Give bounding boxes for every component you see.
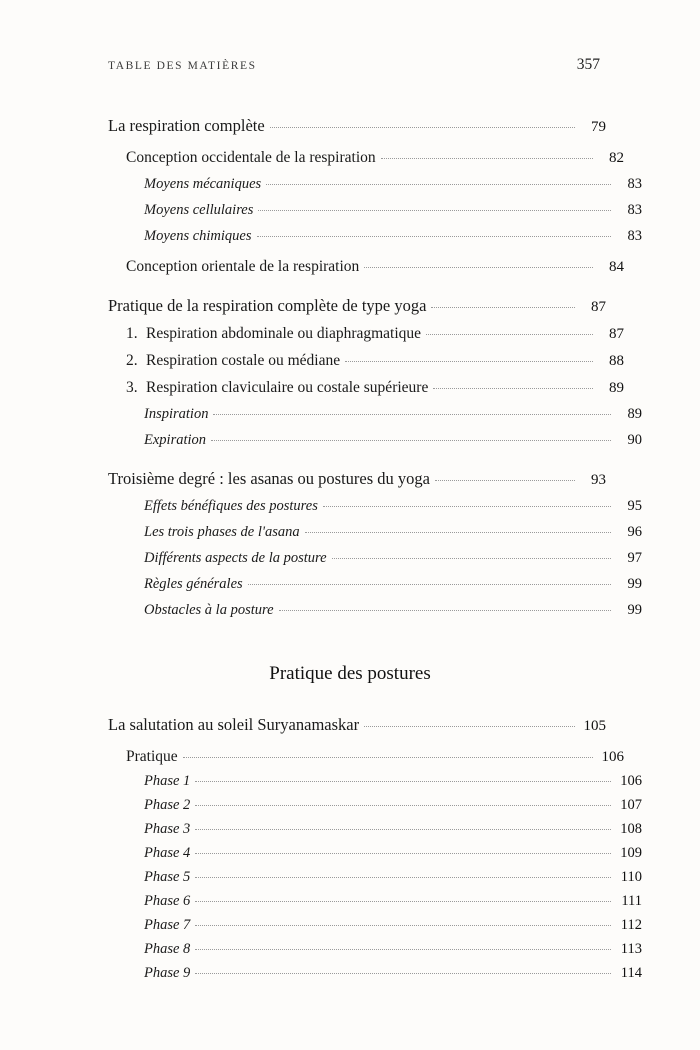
toc-entry-page: 108 xyxy=(620,821,642,837)
toc-leader-dots xyxy=(431,307,575,308)
toc-entry-page: 114 xyxy=(620,965,642,981)
toc-entry-page: 97 xyxy=(627,550,642,566)
toc-entry-page: 106 xyxy=(620,773,642,789)
toc-entry-label: Pratique de la respiration complète de type yoga xyxy=(108,296,427,315)
toc-leader-dots xyxy=(364,267,593,268)
toc-entry-label: Moyens chimiques xyxy=(144,228,252,244)
toc-entry-label: Moyens mécaniques xyxy=(144,176,262,192)
toc-leader-dots xyxy=(248,584,611,585)
toc-entry-page: 109 xyxy=(620,845,642,861)
toc-entry-label: La salutation au soleil Suryanamaskar xyxy=(108,715,360,734)
toc-entry-label: Les trois phases de l'asana xyxy=(144,524,300,540)
toc-entry-text: Respiration abdominale ou diaphragmatique xyxy=(146,325,422,342)
toc-entry-page: 106 xyxy=(601,749,624,765)
toc-leader-dots xyxy=(211,440,611,441)
toc-entry[interactable] xyxy=(108,469,606,489)
toc-entry-label: Phase 5 xyxy=(144,869,191,885)
toc-entry[interactable] xyxy=(144,893,642,910)
toc-entry-label: Pratique xyxy=(126,748,178,765)
toc-leader-dots xyxy=(305,532,611,533)
toc-entry-text: Respiration costale ou médiane xyxy=(146,352,341,369)
toc-entry-number: 3. xyxy=(126,379,138,396)
toc-entry-number: 1. xyxy=(126,325,138,342)
toc-entry[interactable] xyxy=(144,845,642,862)
toc-leader-dots xyxy=(364,726,575,727)
toc-entry[interactable] xyxy=(144,524,642,541)
toc-leader-dots xyxy=(266,184,611,185)
toc-entry[interactable] xyxy=(144,228,642,245)
toc-entry[interactable] xyxy=(144,176,642,193)
toc-entry-label: Phase 4 xyxy=(144,845,191,861)
toc-leader-dots xyxy=(257,236,611,237)
toc-entry[interactable] xyxy=(108,296,606,316)
section-heading: Pratique des postures xyxy=(269,663,431,684)
toc-entry-label: Différents aspects de la posture xyxy=(144,550,327,566)
toc-entry[interactable] xyxy=(126,149,624,167)
toc-entry[interactable] xyxy=(144,965,642,982)
toc-entry[interactable] xyxy=(144,797,642,814)
toc-entry-label: Phase 6 xyxy=(144,893,191,909)
toc-entry-label xyxy=(126,325,421,343)
toc-entry-label: Conception occidentale de la respiration xyxy=(126,149,376,166)
toc-leader-dots xyxy=(332,558,611,559)
toc-entry[interactable] xyxy=(144,498,642,515)
toc-entry-label: Inspiration xyxy=(144,406,209,422)
toc-entry-page: 90 xyxy=(627,432,642,448)
toc-entry[interactable] xyxy=(144,202,642,219)
toc-entry-label: Effets bénéfiques des postures xyxy=(144,498,318,514)
toc-entry-number: 2. xyxy=(126,352,138,369)
toc-entry-page: 83 xyxy=(627,228,642,244)
toc-leader-dots xyxy=(435,480,575,481)
toc-entry-label: Conception orientale de la respiration xyxy=(126,258,360,275)
page-header xyxy=(72,56,628,74)
toc-leader-dots xyxy=(195,829,611,830)
toc-entry-page: 99 xyxy=(627,602,642,618)
toc-entry-page: 99 xyxy=(627,576,642,592)
toc-entry[interactable] xyxy=(144,550,642,567)
toc-entry-page: 105 xyxy=(583,718,606,734)
toc-entry-label xyxy=(126,379,428,397)
toc-entry[interactable] xyxy=(144,941,642,958)
toc-entry-page: 83 xyxy=(627,176,642,192)
toc-leader-dots xyxy=(345,361,593,362)
toc-entry-label: Phase 1 xyxy=(144,773,191,789)
toc-entry[interactable] xyxy=(144,406,642,423)
toc-entry-page: 113 xyxy=(620,941,642,957)
toc-entry[interactable] xyxy=(126,325,624,343)
toc-entry[interactable] xyxy=(126,352,624,370)
toc-entry-page: 87 xyxy=(609,326,624,342)
toc-entry-page: 88 xyxy=(609,353,624,369)
toc-leader-dots xyxy=(183,757,593,758)
toc-entry-page: 87 xyxy=(591,299,606,315)
toc-leader-dots xyxy=(195,805,611,806)
toc-entry[interactable] xyxy=(144,602,642,619)
page-number: 357 xyxy=(576,56,600,73)
toc-entry[interactable] xyxy=(126,748,624,766)
toc-entry[interactable] xyxy=(126,258,624,276)
toc-leader-dots xyxy=(279,610,611,611)
toc-leader-dots xyxy=(195,781,611,782)
toc-entry-page: 111 xyxy=(621,893,642,909)
toc-entry-page: 79 xyxy=(591,119,606,135)
toc-entry-label: Troisième degré : les asanas ou postures du yoga xyxy=(108,469,430,488)
toc-entry-label xyxy=(126,352,340,370)
toc-leader-dots xyxy=(323,506,611,507)
toc-entry[interactable] xyxy=(108,116,606,136)
toc-entry-page: 84 xyxy=(609,259,624,275)
toc-entry-label: Règles générales xyxy=(144,576,243,592)
toc-entry[interactable] xyxy=(108,715,606,735)
toc-entry-page: 83 xyxy=(627,202,642,218)
toc-leader-dots xyxy=(433,388,593,389)
toc-entry-page: 110 xyxy=(620,869,642,885)
toc-entry-text: Respiration claviculaire ou costale supérieure xyxy=(146,379,429,396)
toc-entry-label: Obstacles à la posture xyxy=(144,602,274,618)
toc-leader-dots xyxy=(381,158,593,159)
toc-list-first xyxy=(72,116,642,619)
toc-entry-page: 95 xyxy=(627,498,642,514)
toc-entry-label: Moyens cellulaires xyxy=(144,202,254,218)
toc-entry-label: Phase 8 xyxy=(144,941,191,957)
toc-leader-dots xyxy=(195,877,611,878)
toc-entry[interactable] xyxy=(144,576,642,593)
toc-entry-label: Phase 2 xyxy=(144,797,191,813)
toc-leader-dots xyxy=(426,334,593,335)
toc-leader-dots xyxy=(270,127,575,128)
toc-entry[interactable] xyxy=(144,869,642,886)
toc-entry-page: 89 xyxy=(627,406,642,422)
toc-list-second xyxy=(72,715,642,982)
toc-entry[interactable] xyxy=(144,432,642,449)
toc-entry[interactable] xyxy=(144,821,642,838)
toc-leader-dots xyxy=(195,949,611,950)
toc-entry[interactable] xyxy=(144,773,642,790)
toc-entry-label: Expiration xyxy=(144,432,207,448)
toc-entry-label: Phase 3 xyxy=(144,821,191,837)
toc-leader-dots xyxy=(195,973,611,974)
toc-leader-dots xyxy=(195,925,611,926)
toc-leader-dots xyxy=(258,210,611,211)
toc-leader-dots xyxy=(195,901,611,902)
toc-entry-page: 93 xyxy=(591,472,606,488)
toc-entry[interactable] xyxy=(126,379,624,397)
toc-leader-dots xyxy=(213,414,611,415)
toc-entry[interactable] xyxy=(144,917,642,934)
toc-entry-page: 89 xyxy=(609,380,624,396)
running-head-title: TABLE DES MATIÈRES xyxy=(108,60,257,72)
toc-leader-dots xyxy=(195,853,611,854)
toc-entry-page: 107 xyxy=(620,797,642,813)
toc-entry-label: Phase 7 xyxy=(144,917,191,933)
toc-entry-page: 96 xyxy=(627,524,642,540)
toc-entry-page: 82 xyxy=(609,150,624,166)
toc-entry-label: La respiration complète xyxy=(108,116,265,135)
toc-entry-page: 112 xyxy=(620,917,642,933)
toc-entry-label: Phase 9 xyxy=(144,965,191,981)
